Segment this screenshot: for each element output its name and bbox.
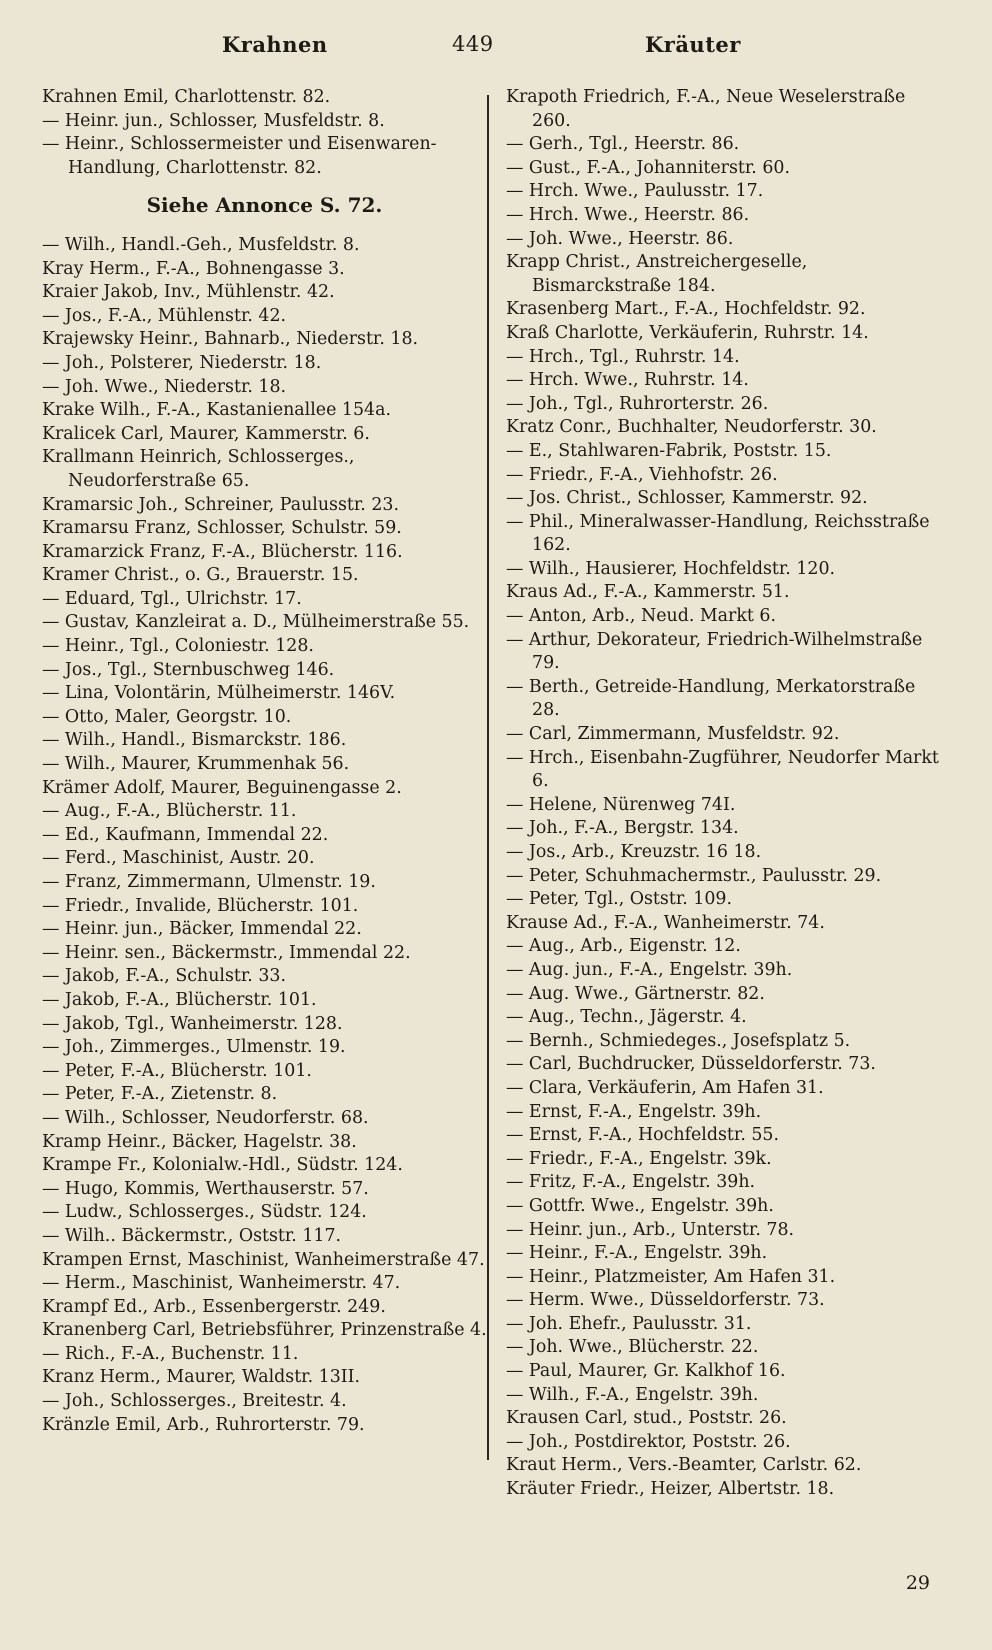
directory-entry: Krake Wilh., F.-A., Kastanienallee 154a. bbox=[42, 400, 391, 421]
directory-entry: — Ernst, F.-A., Engelstr. 39h. bbox=[506, 1101, 762, 1122]
directory-entry: — Gerh., Tgl., Heerstr. 86. bbox=[506, 134, 740, 155]
directory-entry: — Heinr. jun., Schlosser, Musfeldstr. 8. bbox=[42, 110, 385, 131]
directory-entry: — Joh. Wwe., Blücherstr. 22. bbox=[506, 1337, 759, 1358]
directory-entry: — Jakob, F.-A., Schulstr. 33. bbox=[42, 966, 287, 987]
running-head-left: Krahnen bbox=[222, 32, 328, 57]
directory-entry: — Herm. Wwe., Düsseldorferstr. 73. bbox=[506, 1290, 825, 1311]
directory-entry: Krampf Ed., Arb., Essenbergerstr. 249. bbox=[42, 1296, 386, 1317]
directory-entry: Krallmann Heinrich, Schlosserges., Neudorferstraße 65. bbox=[42, 447, 355, 491]
directory-entry: — Jakob, Tgl., Wanheimerstr. 128. bbox=[42, 1013, 343, 1034]
directory-entry: — Otto, Maler, Georgstr. 10. bbox=[42, 706, 292, 727]
directory-entry: — Gust., F.-A., Johanniterstr. 60. bbox=[506, 157, 791, 178]
directory-entry: — Rich., F.-A., Buchenstr. 11. bbox=[42, 1343, 299, 1364]
directory-entry: Kranz Herm., Maurer, Waldstr. 13II. bbox=[42, 1367, 361, 1388]
directory-entry: — Heinr., Tgl., Coloniestr. 128. bbox=[42, 636, 314, 657]
directory-entry: — E., Stahlwaren-Fabrik, Poststr. 15. bbox=[506, 440, 832, 461]
directory-entry: — Gustav, Kanzleirat a. D., Mülheimerstraße 55. bbox=[42, 612, 470, 633]
directory-entry: — Heinr., Schlossermeister und Eisenwaren-Handlung, Charlottenstr. 82. bbox=[42, 134, 437, 178]
directory-entry: — Aug., F.-A., Blücherstr. 11. bbox=[42, 801, 297, 822]
directory-entry: — Jos. Christ., Schlosser, Kammerstr. 92. bbox=[506, 488, 868, 509]
directory-entry: — Wilh., Hausierer, Hochfeldstr. 120. bbox=[506, 558, 836, 579]
directory-entry: — Aug., Arb., Eigenstr. 12. bbox=[506, 936, 741, 957]
directory-entry: — Hrch. Wwe., Paulusstr. 17. bbox=[506, 181, 764, 202]
right-column bbox=[506, 86, 944, 1502]
directory-entry: — Peter, F.-A., Blücherstr. 101. bbox=[42, 1060, 312, 1081]
directory-entry: — Jakob, F.-A., Blücherstr. 101. bbox=[42, 989, 317, 1010]
directory-entry: — Joh., Zimmerges., Ulmenstr. 19. bbox=[42, 1037, 346, 1058]
directory-entry: — Eduard, Tgl., Ulrichstr. 17. bbox=[42, 588, 302, 609]
directory-entry: — Jos., F.-A., Mühlenstr. 42. bbox=[42, 305, 287, 326]
directory-entry: — Friedr., Invalide, Blücherstr. 101. bbox=[42, 895, 359, 916]
directory-entry: — Arthur, Dekorateur, Friedrich-Wilhelmstraße 79. bbox=[506, 629, 923, 674]
directory-entry: — Ferd., Maschinist, Austr. 20. bbox=[42, 848, 315, 869]
directory-entry: Kraier Jakob, Inv., Mühlenstr. 42. bbox=[42, 282, 335, 303]
directory-entry: — Aug. jun., F.-A., Engelstr. 39h. bbox=[506, 959, 793, 980]
directory-entry: — Heinr., Platzmeister, Am Hafen 31. bbox=[506, 1266, 836, 1287]
directory-entry: — Franz, Zimmermann, Ulmenstr. 19. bbox=[42, 872, 376, 892]
directory-entry: Kräuter Friedr., Heizer, Albertstr. 18. bbox=[506, 1479, 835, 1500]
directory-entry: Krampe Fr., Kolonialw.-Hdl., Südstr. 124. bbox=[42, 1155, 403, 1176]
directory-entry: — Jos., Arb., Kreuzstr. 16 18. bbox=[506, 842, 762, 862]
directory-entry: — Joh., Polsterer, Niederstr. 18. bbox=[42, 352, 322, 373]
directory-entry: — Peter, Tgl., Oststr. 109. bbox=[506, 889, 733, 910]
directory-entry: — Hrch., Eisenbahn-Zugführer, Neudorfer Markt 6. bbox=[506, 747, 939, 792]
directory-entry: — Ernst, F.-A., Hochfeldstr. 55. bbox=[506, 1125, 780, 1146]
directory-entry: — Heinr., F.-A., Engelstr. 39h. bbox=[506, 1243, 768, 1264]
directory-entry: — Ed., Kaufmann, Immendal 22. bbox=[42, 824, 329, 845]
directory-entry: — Peter, F.-A., Zietenstr. 8. bbox=[42, 1084, 278, 1105]
directory-entry: — Joh., Schlosserges., Breitestr. 4. bbox=[42, 1391, 347, 1412]
directory-entry: — Aug. Wwe., Gärtnerstr. 82. bbox=[506, 983, 765, 1004]
directory-entry: — Wilh., Handl.-Geh., Musfeldstr. 8. bbox=[42, 234, 360, 255]
directory-entry: — Carl, Zimmermann, Musfeldstr. 92. bbox=[506, 724, 840, 745]
directory-entry: — Joh. Ehefr., Paulusstr. 31. bbox=[506, 1313, 752, 1334]
directory-entry: Kralicek Carl, Maurer, Kammerstr. 6. bbox=[42, 423, 370, 444]
annonce-notice: Siehe Annonce S. 72. bbox=[146, 193, 383, 218]
directory-entry: — Joh., F.-A., Bergstr. 134. bbox=[506, 818, 739, 839]
directory-entry: — Wilh., Handl., Bismarckstr. 186. bbox=[42, 730, 347, 751]
directory-entry: — Hugo, Kommis, Werthauserstr. 57. bbox=[42, 1178, 369, 1199]
directory-entry: — Hrch., Tgl., Ruhrstr. 14. bbox=[506, 346, 740, 367]
directory-entry: — Joh. Wwe., Niederstr. 18. bbox=[42, 376, 287, 397]
directory-entry: — Hrch. Wwe., Heerstr. 86. bbox=[506, 204, 750, 225]
sheet-number: 29 bbox=[905, 1572, 930, 1594]
directory-entry: Krausen Carl, stud., Poststr. 26. bbox=[506, 1408, 787, 1429]
directory-entry: — Bernh., Schmiedeges., Josefsplatz 5. bbox=[506, 1030, 851, 1051]
directory-entry: Kramp Heinr., Bäcker, Hagelstr. 38. bbox=[42, 1131, 357, 1152]
directory-entry: Kraus Ad., F.-A., Kammerstr. 51. bbox=[506, 582, 790, 603]
directory-entry: — Herm., Maschinist, Wanheimerstr. 47. bbox=[42, 1273, 401, 1294]
directory-entry: Kraut Herm., Vers.-Beamter, Carlstr. 62. bbox=[506, 1455, 862, 1476]
directory-entry: Kray Herm., F.-A., Bohnengasse 3. bbox=[42, 258, 345, 279]
directory-entry: — Peter, Schuhmachermstr., Paulusstr. 29. bbox=[506, 865, 882, 886]
directory-entry: — Wilh., Schlosser, Neudorferstr. 68. bbox=[42, 1107, 369, 1128]
directory-entry: Krasenberg Mart., F.-A., Hochfeldstr. 92. bbox=[506, 299, 866, 320]
directory-entry: Kramarsic Joh., Schreiner, Paulusstr. 23. bbox=[42, 494, 399, 515]
directory-entry: — Gottfr. Wwe., Engelstr. 39h. bbox=[506, 1195, 774, 1216]
running-head-right: Kräuter bbox=[645, 32, 741, 57]
directory-entry: Krause Ad., F.-A., Wanheimerstr. 74. bbox=[506, 912, 825, 933]
directory-entry: — Joh. Wwe., Heerstr. 86. bbox=[506, 228, 734, 249]
directory-entry: — Aug., Techn., Jägerstr. 4. bbox=[506, 1007, 747, 1028]
directory-entry: Kratz Conr., Buchhalter, Neudorferstr. 30. bbox=[506, 417, 877, 438]
directory-entry: — Friedr., F.-A., Viehhofstr. 26. bbox=[506, 464, 778, 485]
directory-entry: — Lina, Volontärin, Mülheimerstr. 146V. bbox=[42, 683, 396, 704]
directory-entry: Krapp Christ., Anstreichergeselle, Bismarckstraße 184. bbox=[506, 252, 808, 296]
directory-entry: Kraß Charlotte, Verkäuferin, Ruhrstr. 14. bbox=[506, 322, 869, 343]
directory-entry: — Friedr., F.-A., Engelstr. 39k. bbox=[506, 1148, 772, 1169]
directory-entry: — Heinr. jun., Arb., Unterstr. 78. bbox=[506, 1219, 795, 1240]
directory-entry: — Helene, Nürenweg 74I. bbox=[506, 794, 736, 815]
directory-entry: — Wilh., Maurer, Krummenhak 56. bbox=[42, 754, 350, 775]
directory-entry: — Clara, Verkäuferin, Am Hafen 31. bbox=[506, 1077, 824, 1098]
directory-entry: — Hrch. Wwe., Ruhrstr. 14. bbox=[506, 370, 749, 391]
column-divider bbox=[487, 95, 489, 1460]
directory-entry: — Heinr. jun., Bäcker, Immendal 22. bbox=[42, 919, 362, 940]
directory-entry: Krampen Ernst, Maschinist, Wanheimerstraße 47. bbox=[42, 1249, 485, 1270]
directory-entry: — Ludw., Schlosserges., Südstr. 124. bbox=[42, 1202, 367, 1223]
directory-entry: Krämer Adolf, Maurer, Beguinengasse 2. bbox=[42, 777, 402, 798]
directory-entry: — Joh., Tgl., Ruhrorterstr. 26. bbox=[506, 393, 769, 414]
directory-entry: Krahnen Emil, Charlottenstr. 82. bbox=[42, 87, 331, 107]
directory-entry: — Joh., Postdirektor, Poststr. 26. bbox=[506, 1431, 791, 1452]
directory-entry: — Fritz, F.-A., Engelstr. 39h. bbox=[506, 1172, 756, 1193]
directory-entry: Kranenberg Carl, Betriebsführer, Prinzenstraße 4. bbox=[42, 1320, 487, 1341]
directory-entry: — Carl, Buchdrucker, Düsseldorferstr. 73. bbox=[506, 1054, 876, 1075]
directory-entry: Kramarzick Franz, F.-A., Blücherstr. 116. bbox=[42, 541, 403, 562]
directory-entry: — Wilh.. Bäckermstr., Oststr. 117. bbox=[42, 1225, 342, 1246]
directory-entry: — Wilh., F.-A., Engelstr. 39h. bbox=[506, 1384, 759, 1405]
directory-entry: — Jos., Tgl., Sternbuschweg 146. bbox=[42, 659, 335, 680]
directory-entry: — Paul, Maurer, Gr. Kalkhof 16. bbox=[506, 1361, 786, 1382]
directory-entry: Krajewsky Heinr., Bahnarb., Niederstr. 18. bbox=[42, 329, 419, 350]
directory-entry: Krapoth Friedrich, F.-A., Neue Weselerstraße 260. bbox=[506, 87, 906, 131]
page-number: 449 bbox=[452, 32, 494, 56]
left-column bbox=[42, 86, 487, 1437]
directory-entry: Kramer Christ., o. G., Brauerstr. 15. bbox=[42, 565, 359, 586]
directory-entry: — Berth., Getreide-Handlung, Merkatorstraße 28. bbox=[506, 676, 916, 721]
directory-entry: — Anton, Arb., Neud. Markt 6. bbox=[506, 606, 777, 627]
directory-entry: — Phil., Mineralwasser-Handlung, Reichsstraße 162. bbox=[506, 511, 930, 556]
directory-entry: — Heinr. sen., Bäckermstr., Immendal 22. bbox=[42, 942, 411, 963]
directory-entry: Kramarsu Franz, Schlosser, Schulstr. 59. bbox=[42, 518, 402, 539]
directory-entry: Kränzle Emil, Arb., Ruhrorterstr. 79. bbox=[42, 1414, 365, 1435]
